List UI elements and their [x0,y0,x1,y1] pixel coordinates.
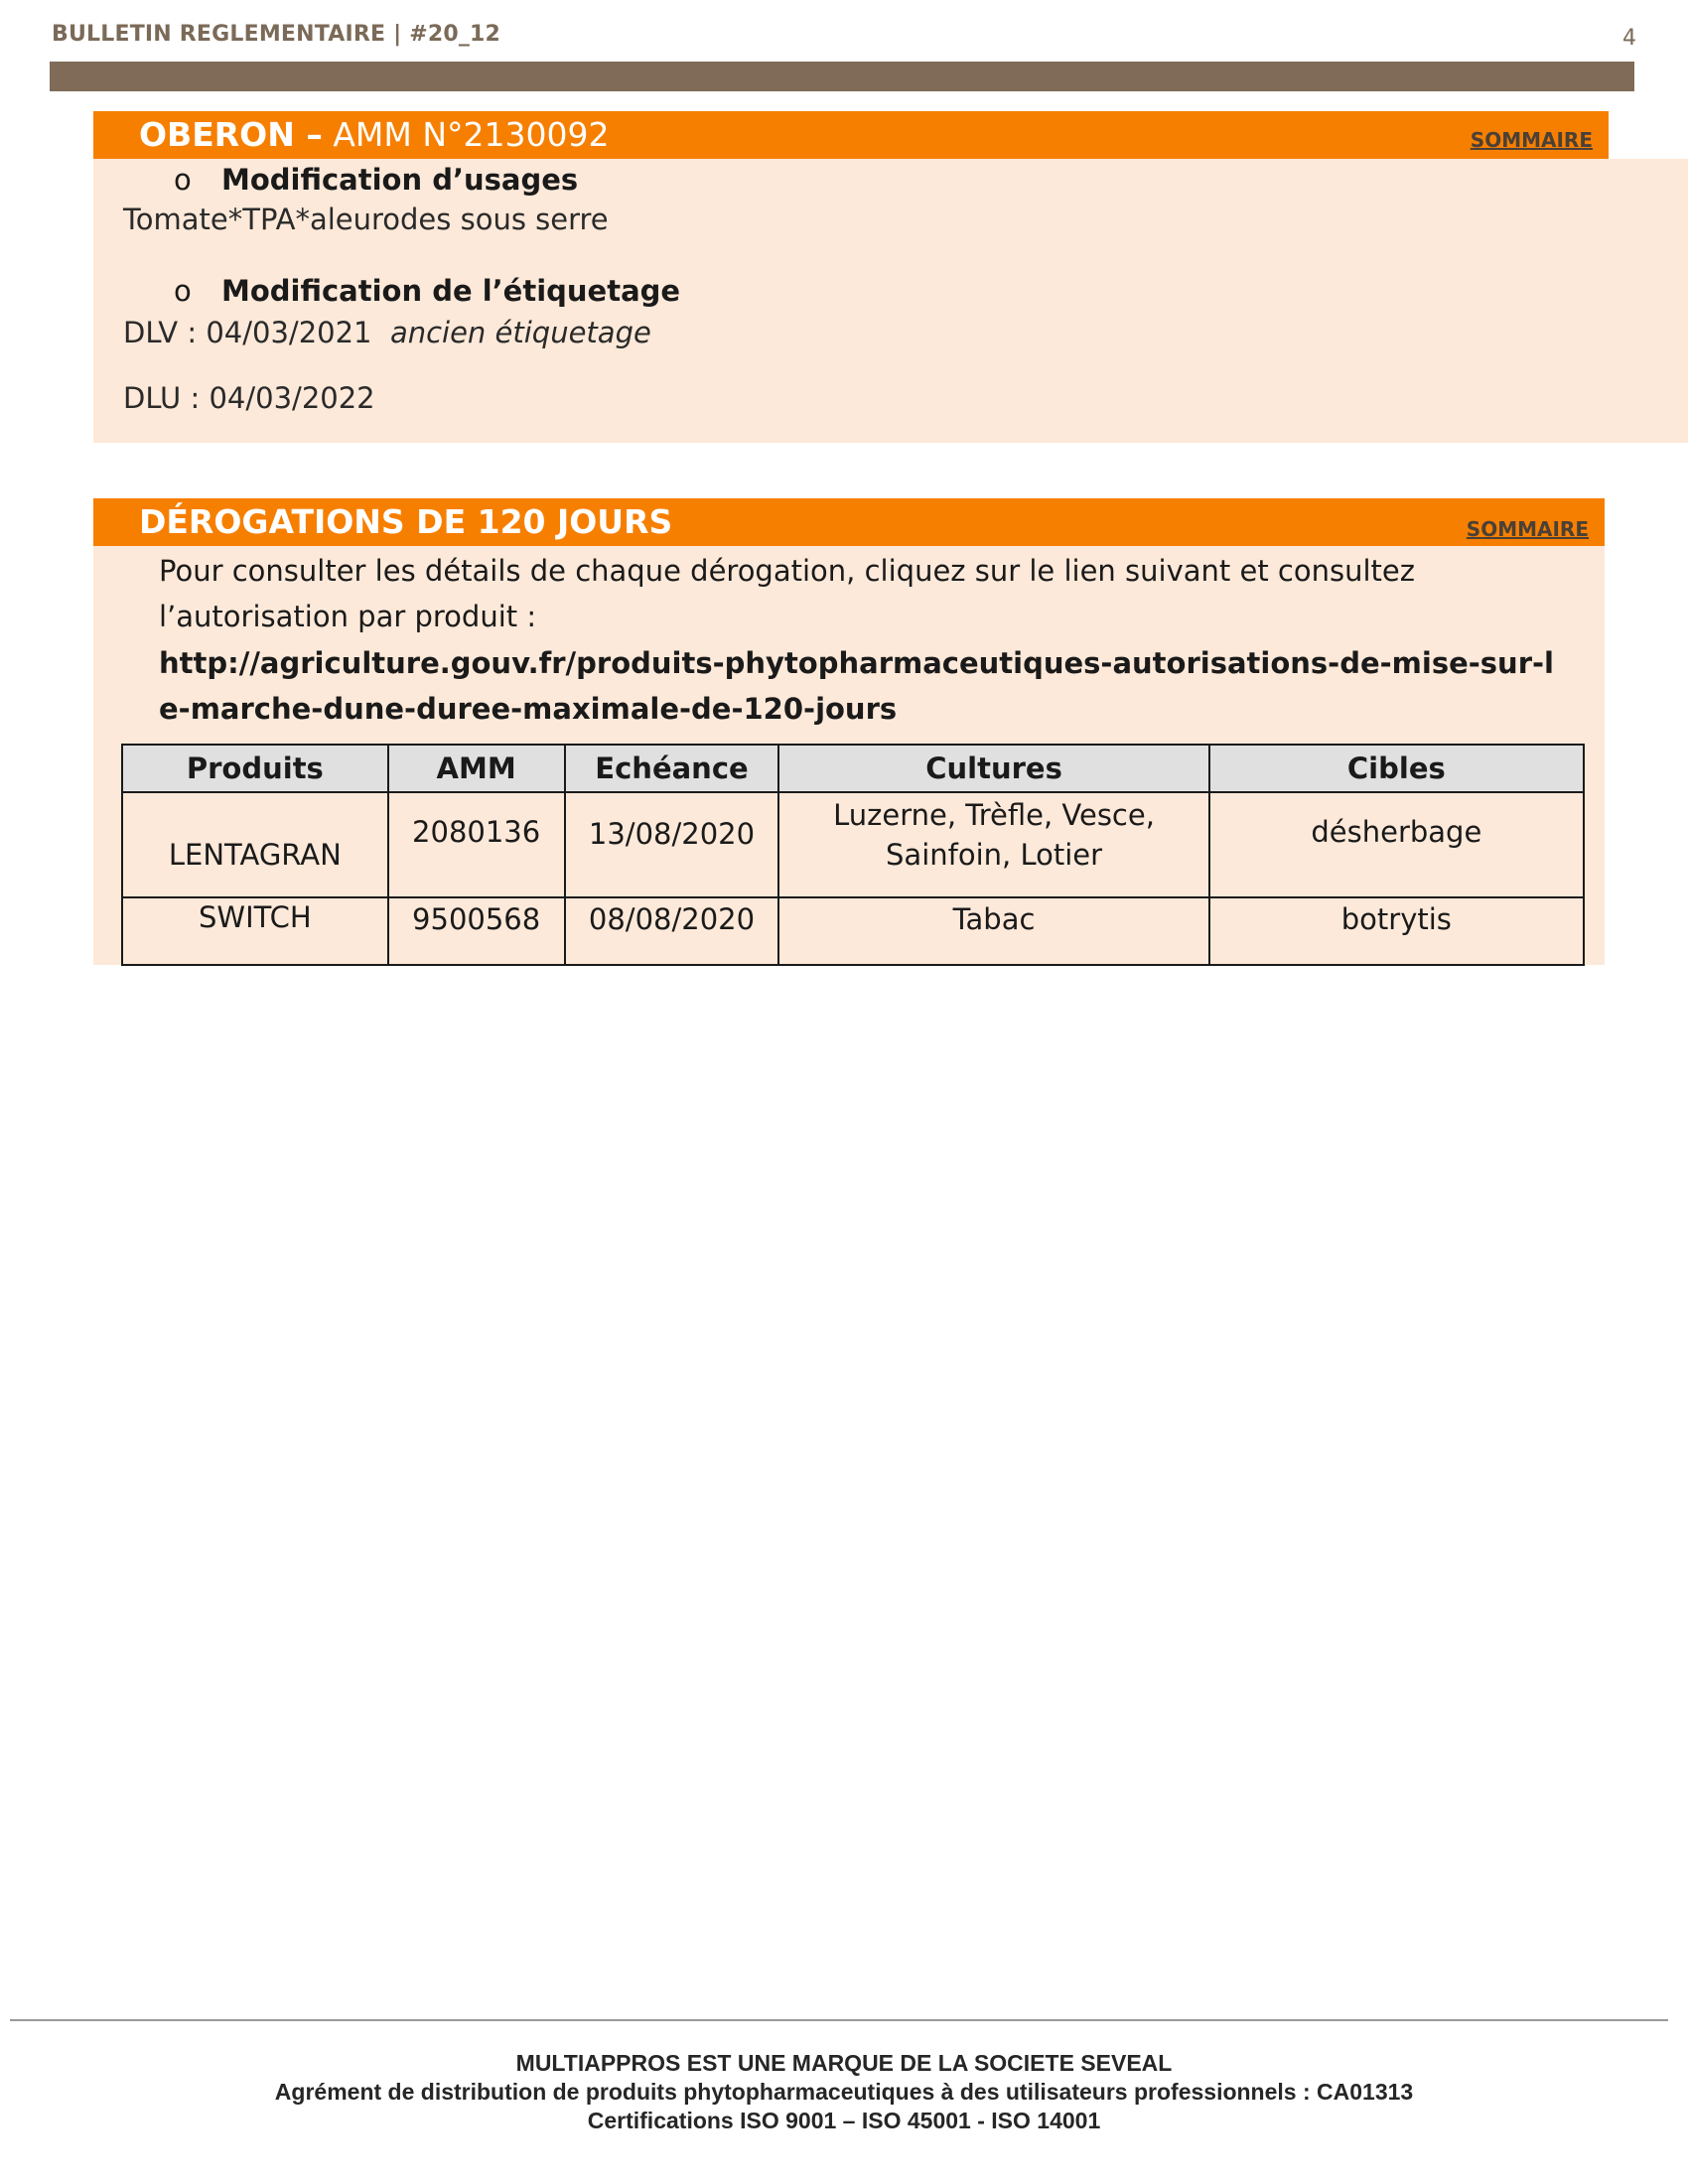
dlv-line [123,316,651,349]
usages-heading [174,163,578,197]
cell-produit: SWITCH [122,897,388,965]
cell-amm: 9500568 [388,897,565,965]
dlv-label: DLV : 04/03/2021 [123,316,372,349]
usages-text: Tomate*TPA*aleurodes sous serre [123,203,609,236]
header-divider-bar [50,62,1634,91]
cell-produit: LENTAGRAN [122,792,388,897]
col-header-produits: Produits [122,745,388,792]
cell-cibles: botrytis [1209,897,1584,965]
footer-divider [10,2019,1668,2021]
derogations-table [121,744,1585,966]
oberon-title-amm: AMM N°2130092 [322,115,610,154]
cell-echeance: 13/08/2020 [565,792,779,897]
page-number: 4 [1622,26,1636,51]
etiquetage-heading [174,274,680,308]
cell-amm: 2080136 [388,792,565,897]
col-header-echeance: Echéance [565,745,779,792]
footer-agrement-line: Agrément de distribution de produits phytopharmaceutiques à des utilisateurs professionnels : CA01313 [274,2079,1414,2105]
derogations-section-title: DÉROGATIONS DE 120 JOURS [139,502,673,541]
bullet-circle-icon: o [174,163,192,197]
table-row [122,792,1584,897]
col-header-cultures: Cultures [778,745,1208,792]
col-header-cibles: Cibles [1209,745,1584,792]
bulletin-title: BULLETIN REGLEMENTAIRE | #20_12 [52,22,501,47]
oberon-sommaire-link[interactable]: SOMMAIRE [1470,128,1593,152]
derogations-sommaire-link[interactable]: SOMMAIRE [1466,517,1589,541]
usages-heading-text: Modification d’usages [221,163,579,197]
col-header-amm: AMM [388,745,565,792]
cell-cultures: Tabac [778,897,1208,965]
etiquetage-heading-text: Modification de l’étiquetage [221,274,681,308]
bullet-circle-icon: o [174,274,192,308]
footer-brand-line: MULTIAPPROS EST UNE MARQUE DE LA SOCIETE SEVEAL [515,2050,1173,2076]
cell-cultures: Luzerne, Trèfle, Vesce, Sainfoin, Lotier [778,792,1208,897]
footer-certifications-line: Certifications ISO 9001 – ISO 45001 - ISO 14001 [587,2108,1101,2133]
derogations-link[interactable]: http://agriculture.gouv.fr/produits-phytopharmaceutiques-autorisations-de-mise-sur-le-marche-dune-duree-maximale-de-120-jours [159,646,1554,726]
oberon-section-title [139,115,609,154]
cell-echeance: 08/08/2020 [565,897,779,965]
dlv-note: ancien étiquetage [389,316,651,349]
table-row [122,897,1584,965]
oberon-title-bold: OBERON – [139,115,323,154]
derogations-intro: Pour consulter les détails de chaque dérogation, cliquez sur le lien suivant et consultez l’autorisation par produit : [159,554,1415,633]
cell-cibles: désherbage [1209,792,1584,897]
table-header-row [122,745,1584,792]
dlu-line: DLU : 04/03/2022 [123,381,375,415]
